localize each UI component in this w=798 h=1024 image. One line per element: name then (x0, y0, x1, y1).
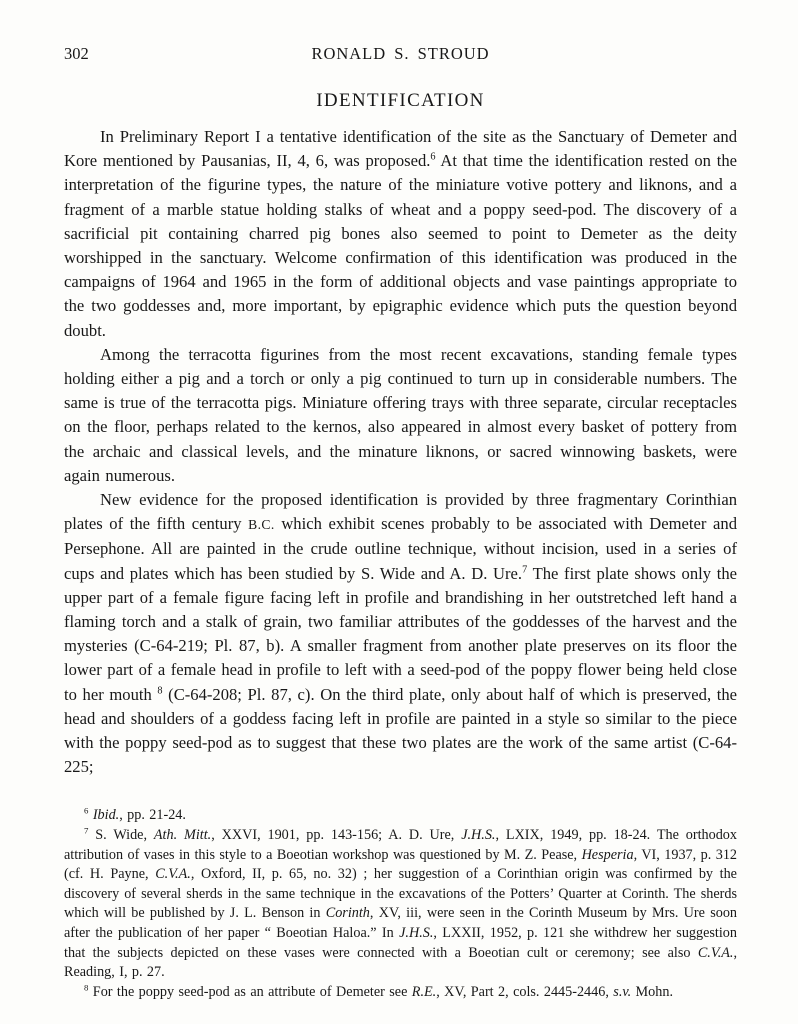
paragraph: Among the terracotta figurines from the most recent excavations, standing female types holding either a pig and a torch or only a pig continued to turn up in considerable numbers. The same is true of the terracotta pigs. Miniature offering trays with three separate, circular receptacles on the floor, perhaps related to the kernos, also appeared in almost every basket of pottery from the archaic and classical levels, and the minature liknons, or sacred winnowing baskets, were again numerous. (64, 344, 737, 485)
section-title: IDENTIFICATION (316, 90, 485, 111)
running-head: RONALD S. STROUD (311, 44, 490, 63)
footnote: $^7$ S. Wide, Ath. Mitt., XXVI, 1901, pp. 143-156; A. D. Ure, J.H.S., LXIX, 1949, pp. 18-24. The orthodox attribution of vases in this style to a Boeotian workshop was questioned by M. Z. Pease, Hesperia, VI, 1937, p. 312 (cf. H. Payne, C.V.A., Oxford, II, p. 65, no. 32) ; her suggestion of a Corinthian origin was confirmed by the discovery of several sherds in the same technique in the excavations of the Potters’ Quarter at Corinth. The sherds which will be published by J. L. Benson in Corinth, XV, iii, were seen in the Corinth Museum by Mrs. Ure soon after the publication of her paper “ Boeotian Haloa.” In J.H.S., LXXII, 1952, p. 121 she withdrew her suggestion that the subjects depicted on these vases were connected with a Boeotian cult or ceremony; see also C.V.A., Reading, I, p. 27. (64, 825, 738, 981)
body-text (64, 125, 737, 779)
page-number: 302 (64, 44, 89, 63)
footnote: $^6$ Ibid., pp. 21-24. (84, 805, 186, 824)
footnotes-section (64, 806, 737, 1002)
paragraph: New evidence for the proposed identification is provided by three fragmentary Corinthian plates of the fifth century B.C. which exhibit scenes probably to be associated with Demeter and Persephone. All are painted in the crude outline technique, without incision, used in a series of cups and plates which has been studied by S. Wide and A. D. Ure.$^7$ The first plate shows only the upper part of a female figure facing left in profile and brandishing in her outstretched left hand a flaming torch and a stalk of grain, two familiar attributes of the goddesses of the harvest and the mysteries (C-64-219; Pl. 87, b). A smaller fragment from another plate preserves on its floor the lower part of a female head in profile to left with a seed-pod of the poppy flower being held close to her mouth $^8$ (C-64-208; Pl. 87, c). On the third plate, only about half of which is preserved, the head and shoulders of a goddess facing left in profile are painted in a style so similar to the piece with the poppy seed-pod as to suggest that these two plates are the work of the same artist (C-64-225; (64, 490, 737, 777)
footnote: $^8$ For the poppy seed-pod as an attribute of Demeter see R.E., XV, Part 2, cols. 2445-2446, s.v. Mohn. (84, 982, 673, 1000)
paragraph: In Preliminary Report I a tentative identification of the site as the Sanctuary of Demeter and Kore mentioned by Pausanias, II, 4, 6, was proposed.$^6$ At that time the identification rested on the interpretation of the figurine types, the nature of the miniature votive pottery and liknons, and a fragment of a marble statue holding stalks of wheat and a poppy seed-pod. The discovery of a sacrificial pit containing charred pig bones also seemed to point to Demeter as the deity worshipped in the sanctuary. Welcome confirmation of this identification was produced in the campaigns of 1964 and 1965 in the form of additional objects and vase paintings appropriate to the two goddesses and, more important, by epigraphic evidence which puts the question beyond doubt. (64, 127, 737, 340)
page-header (64, 44, 737, 66)
